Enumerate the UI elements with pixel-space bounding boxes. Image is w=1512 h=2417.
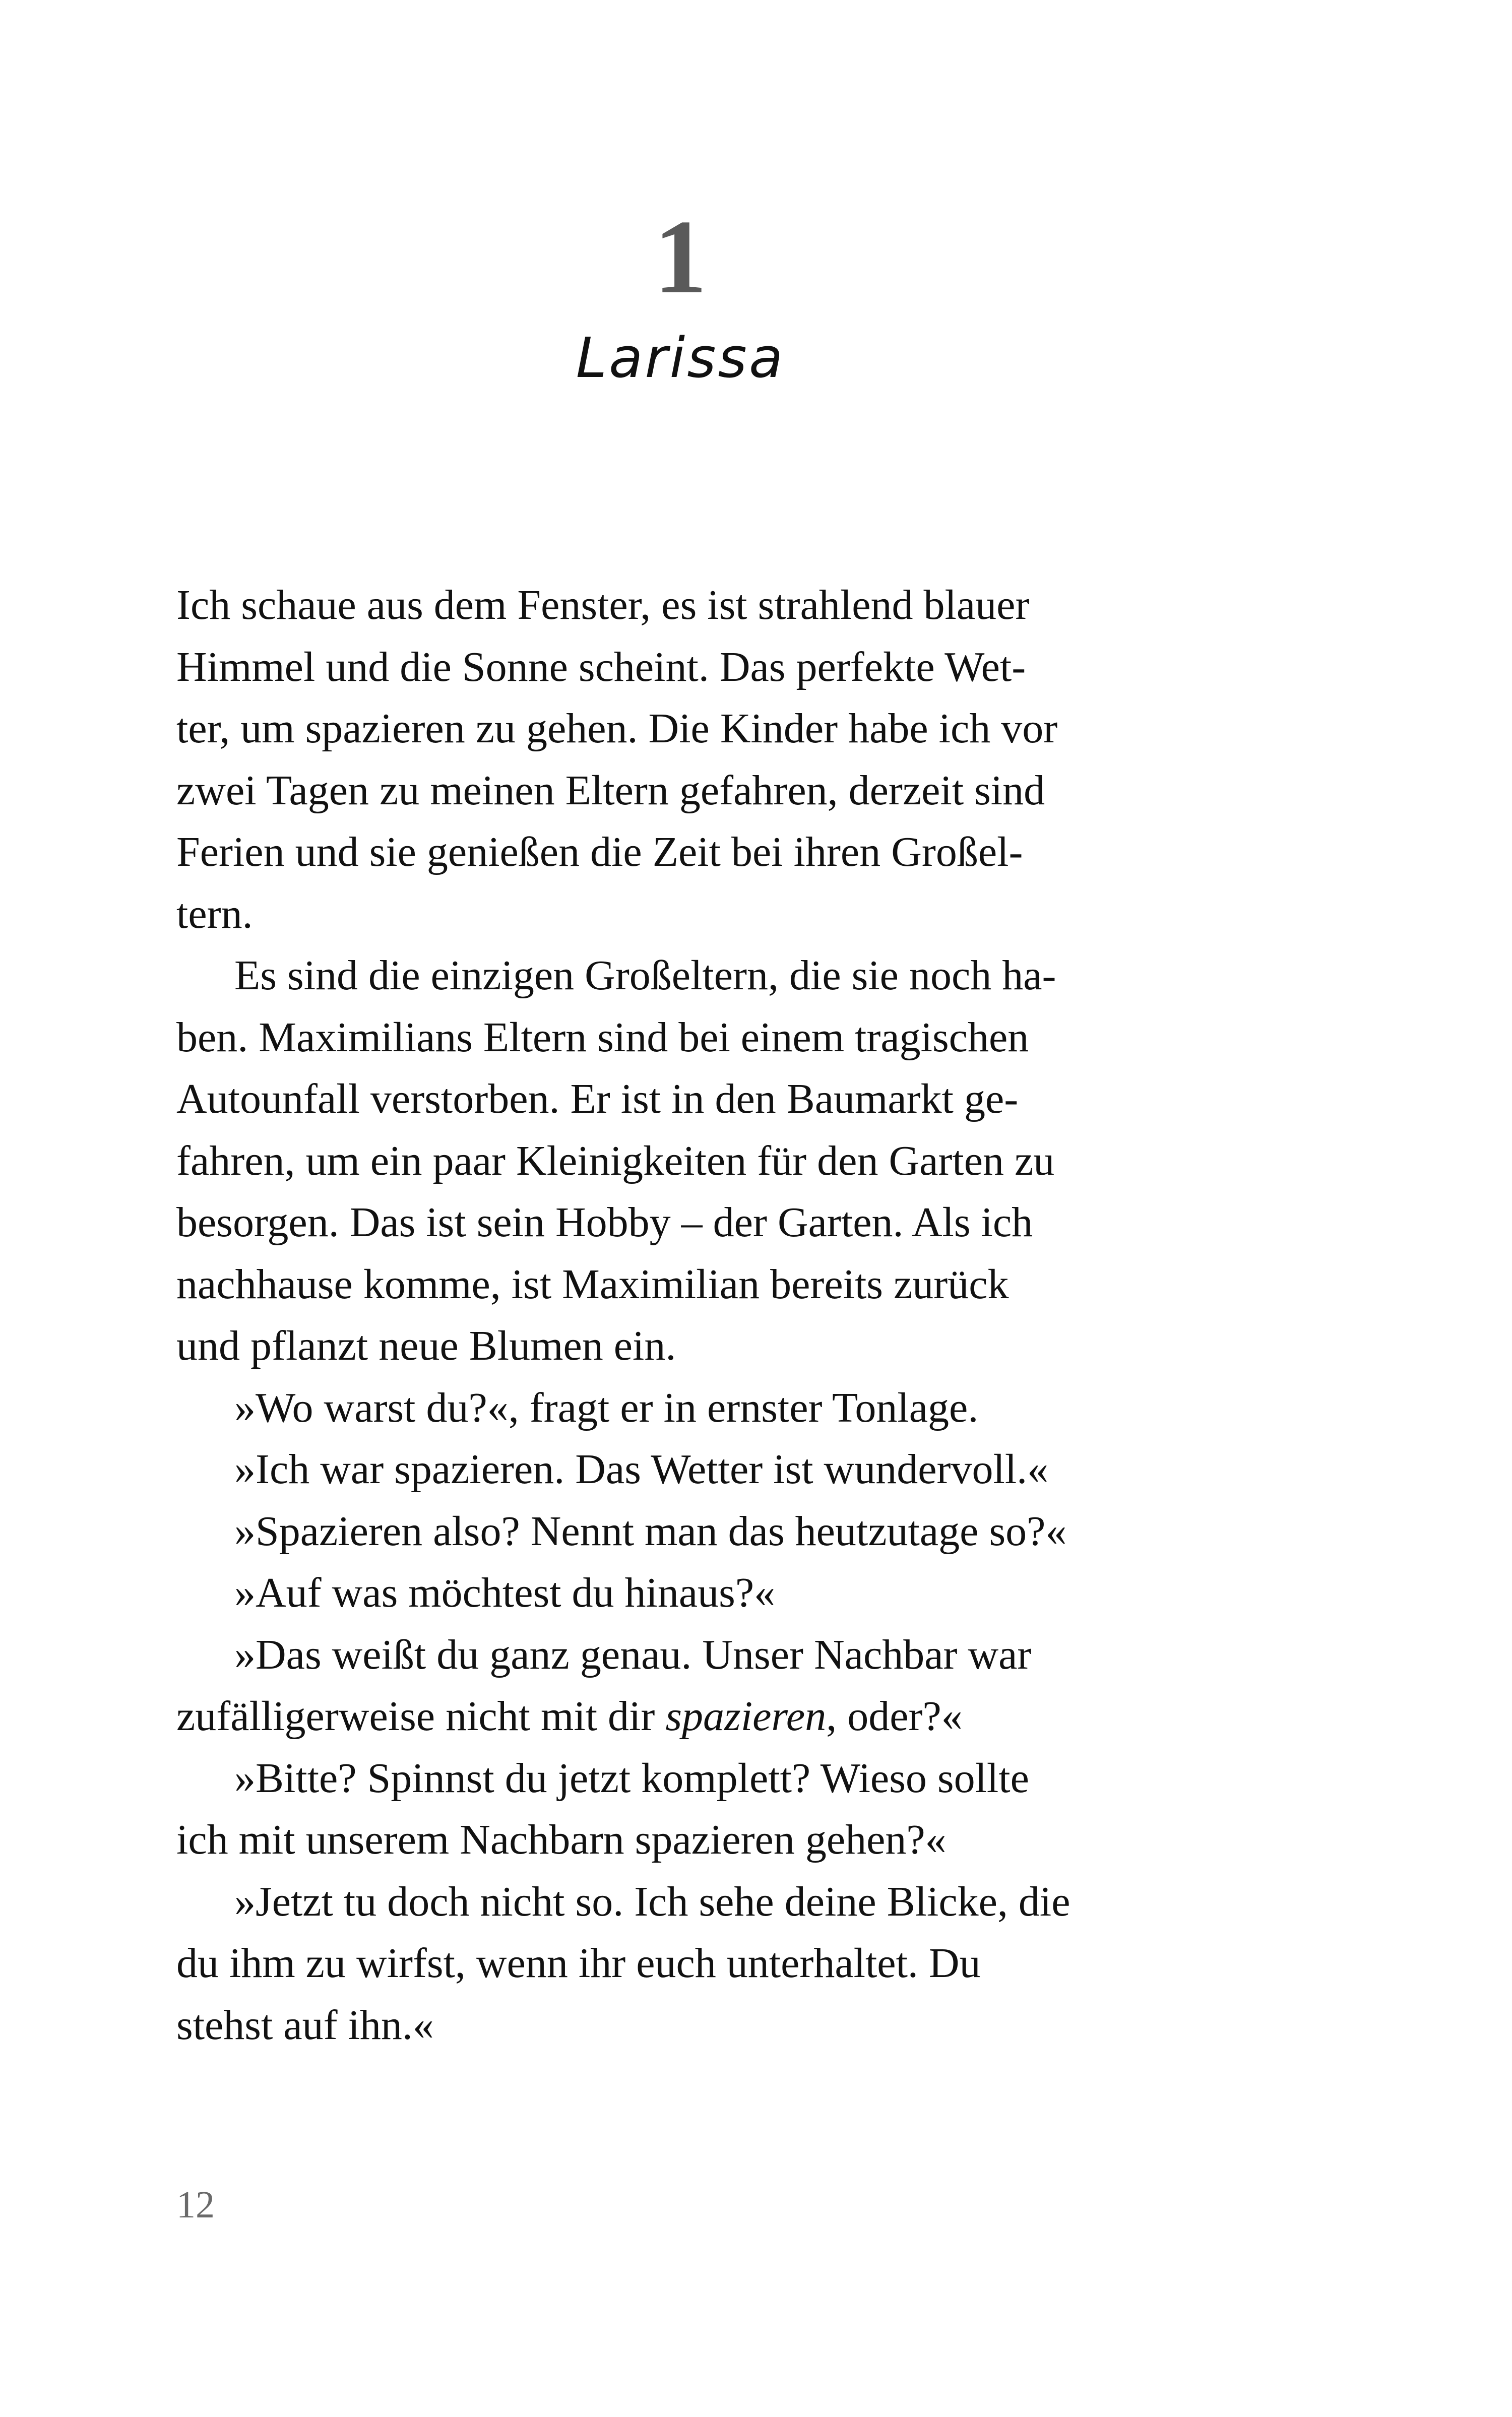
text-line: Ich schaue aus dem Fenster, es ist strahlend blauer <box>176 582 1030 628</box>
italic-word: spazieren <box>665 1693 827 1740</box>
text-line: »Bitte? Spinnst du jetzt komplett? Wieso sollte <box>234 1754 1029 1802</box>
text-line: ter, um spazieren zu gehen. Die Kinder habe ich vor <box>176 705 1058 752</box>
chapter-title: Larissa <box>576 326 785 390</box>
text-line: »Ich war spazieren. Das Wetter ist wundervoll.« <box>234 1446 1049 1493</box>
text-line: besorgen. Das ist sein Hobby – der Garten. Als ich <box>176 1199 1033 1246</box>
text-line: Autounfall verstorben. Er ist in den Baumarkt ge- <box>176 1075 1019 1122</box>
text-line: tern. <box>176 890 253 937</box>
text-line: zwei Tagen zu meinen Eltern gefahren, derzeit sind <box>176 767 1045 814</box>
text-segment: , oder?« <box>826 1693 963 1740</box>
body-text <box>176 575 1134 2056</box>
page-number: 12 <box>176 2184 215 2226</box>
text-line: ben. Maximilians Eltern sind bei einem tragischen <box>176 1013 1029 1061</box>
text-line <box>176 1686 1134 1748</box>
text-line: und pflanzt neue Blumen ein. <box>176 1322 676 1369</box>
text-line: »Auf was möchtest du hinaus?« <box>234 1569 776 1616</box>
text-line: ich mit unserem Nachbarn spazieren gehen?« <box>176 1816 947 1863</box>
text-line: »Jetzt tu doch nicht so. Ich sehe deine Blicke, die <box>234 1878 1070 1925</box>
text-line: Es sind die einzigen Großeltern, die sie noch ha- <box>234 952 1056 999</box>
text-line: nachhause komme, ist Maximilian bereits zurück <box>176 1260 1009 1308</box>
text-line: »Wo warst du?«, fragt er in ernster Tonlage. <box>234 1384 979 1431</box>
text-line: »Spazieren also? Nennt man das heutzutage so?« <box>234 1507 1067 1555</box>
chapter-number: 1 <box>654 199 707 315</box>
text-line: du ihm zu wirfst, wenn ihr euch unterhaltet. Du <box>176 1940 981 1987</box>
text-line: Himmel und die Sonne scheint. Das perfekte Wet- <box>176 643 1026 690</box>
text-segment: zufälligerweise nicht mit dir <box>176 1693 666 1740</box>
text-line: stehst auf ihn.« <box>176 2001 434 2049</box>
text-line: fahren, um ein paar Kleinigkeiten für den Garten zu <box>176 1137 1055 1184</box>
text-line: Ferien und sie genießen die Zeit bei ihren Großel- <box>176 829 1023 875</box>
text-line: »Das weißt du ganz genau. Unser Nachbar war <box>234 1631 1032 1678</box>
